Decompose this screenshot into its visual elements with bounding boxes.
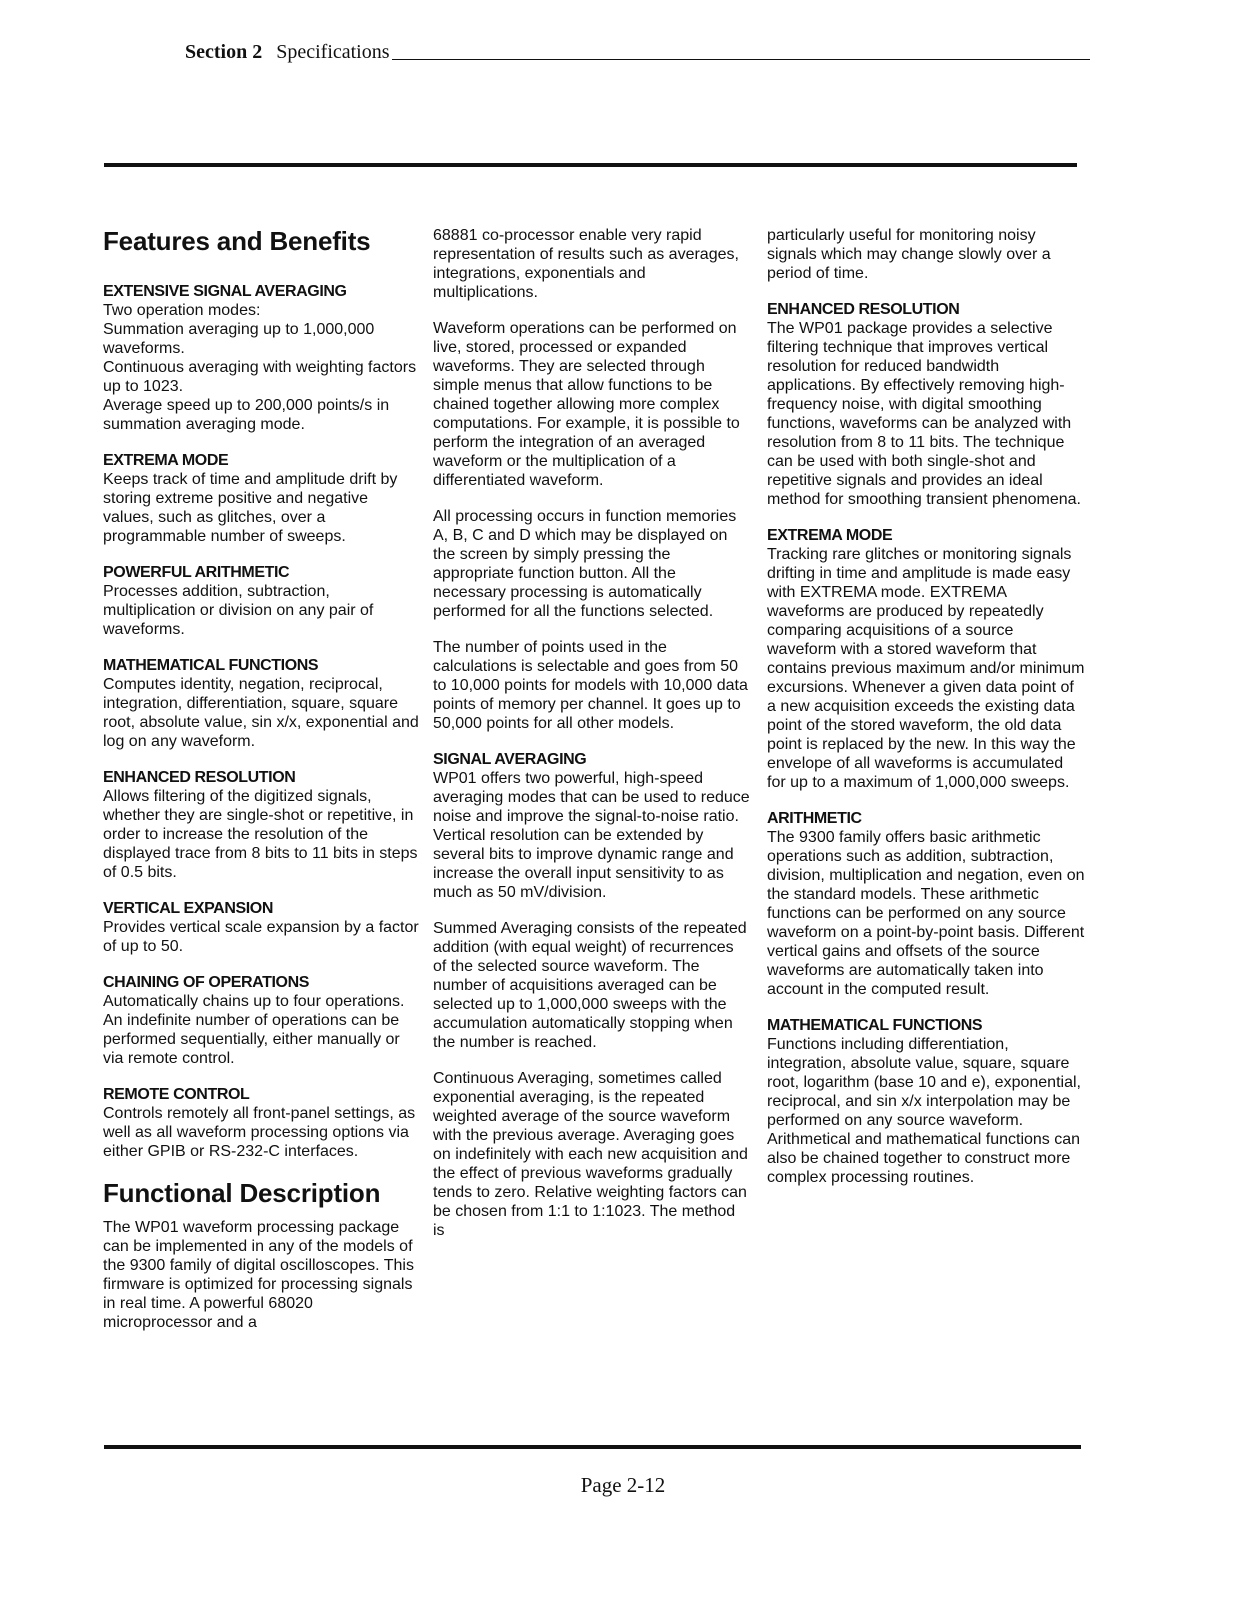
- body-paragraph: The 9300 family offers basic arithmetic operations such as addition, subtraction, division, multiplication and negation, even on the standard models. These arithmetic functions can be performed on any source waveform on a point-by-point basis. Different vertical gains and offsets of the source waveforms are automatically taken into account in the computed result.: [767, 829, 1085, 998]
- feature-signal-averaging: [103, 282, 421, 434]
- feature-line: Average speed up to 200,000 points/s in summation averaging mode.: [103, 397, 390, 433]
- feature-line: Two operation modes:: [103, 302, 261, 319]
- bottom-rule: [104, 1445, 1081, 1449]
- body-paragraph: particularly useful for monitoring noisy signals which may change slowly over a period of time.: [767, 227, 1051, 282]
- feature-text: Keeps track of time and amplitude drift by storing extreme positive and negative values, such as glitches, over a programmable number of sweeps.: [103, 471, 398, 545]
- subsection-title: SIGNAL AVERAGING: [433, 751, 587, 768]
- body-paragraph: All processing occurs in function memories A, B, C and D which may be displayed on the screen by simply pressing the appropriate function button. All the necessary processing is automatically performed for all the functions selected.: [433, 508, 737, 620]
- feature-title: EXTENSIVE SIGNAL AVERAGING: [103, 283, 347, 300]
- feature-title: CHAINING OF OPERATIONS: [103, 974, 310, 991]
- feature-text: Controls remotely all front-panel settings, as well as all waveform processing options via either GPIB or RS-232-C interfaces.: [103, 1105, 416, 1160]
- feature-text: Processes addition, subtraction, multiplication or division on any pair of waveforms.: [103, 583, 374, 638]
- body-paragraph: WP01 offers two powerful, high-speed averaging modes that can be used to reduce noise and improve the signal-to-noise ratio. Vertical resolution can be extended by several bits to improve dynamic range and increase the overall input sensitivity to as much as 50 mV/division.: [433, 770, 750, 901]
- subsection-title: MATHEMATICAL FUNCTIONS: [767, 1017, 983, 1034]
- feature-text: Provides vertical scale expansion by a factor of up to 50.: [103, 919, 419, 955]
- body-paragraph: Functions including differentiation, integration, absolute value, square, square root, logarithm (base 10 and e), exponential, reciprocal, and sin x/x interpolation may be performed on any source waveform. Arithmetical and mathematical functions can also be chained together to construct more complex processing routines.: [767, 1036, 1081, 1186]
- column-1: [103, 226, 421, 1332]
- feature-powerful-arithmetic: [103, 563, 421, 639]
- body-paragraph: Waveform operations can be performed on live, stored, processed or expanded waveforms. They are selected through simple menus that allow functions to be chained together allowing more complex computations. For example, it is possible to perform the integration of an averaged waveform or the multiplication of a differentiated waveform.: [433, 320, 740, 489]
- feature-title: POWERFUL ARITHMETIC: [103, 564, 290, 581]
- subsection-title: EXTREMA MODE: [767, 527, 893, 544]
- body-paragraph: 68881 co-processor enable very rapid representation of results such as averages, integrations, exponentials and multiplications.: [433, 227, 739, 301]
- body-paragraph: The number of points used in the calculations is selectable and goes from 50 to 10,000 points for models with 10,000 data points of memory per channel. It goes up to 50,000 points for all other models.: [433, 639, 748, 732]
- feature-title: VERTICAL EXPANSION: [103, 900, 274, 917]
- column-3: [767, 226, 1085, 1187]
- feature-text: Automatically chains up to four operations. An indefinite number of operations can be performed sequentially, either manually or via remote control.: [103, 993, 405, 1067]
- feature-title: EXTREMA MODE: [103, 452, 229, 469]
- header-underline: [392, 59, 1090, 60]
- body-paragraph: Tracking rare glitches or monitoring signals drifting in time and amplitude is made easy with EXTREMA mode. EXTREMA waveforms are produced by repeatedly comparing acquisitions of a source waveform with a stored waveform that contains previous maximum and/or minimum excursions. Whenever a given data point of a new acquisition exceeds the existing data point of the stored waveform, the old data point is replaced by the new. In this way the envelope of all waveforms is accumulated for up to a maximum of 1,000,000 sweeps.: [767, 546, 1085, 791]
- feature-enhanced-resolution: [103, 768, 421, 882]
- feature-line: Continuous averaging with weighting factors up to 1023.: [103, 359, 417, 395]
- feature-mathematical-functions: [103, 656, 421, 751]
- feature-title: REMOTE CONTROL: [103, 1086, 250, 1103]
- feature-text: Computes identity, negation, reciprocal, integration, differentiation, square, square root, absolute value, sin x/x, exponential and log on any waveform.: [103, 676, 419, 750]
- feature-title: ENHANCED RESOLUTION: [103, 769, 296, 786]
- column-2: [433, 226, 751, 1240]
- body-paragraph: The WP01 waveform processing package can be implemented in any of the models of the 9300 family of digital oscilloscopes. This firmware is optimized for processing signals in real time. A powerful 68020 microprocessor and a: [103, 1219, 414, 1331]
- header-title: Specifications: [276, 41, 390, 63]
- subsection-title: ENHANCED RESOLUTION: [767, 301, 960, 318]
- section-label: Section 2: [185, 41, 263, 63]
- subsection-title: ARITHMETIC: [767, 810, 862, 827]
- functional-description-heading: Functional Description: [103, 1178, 381, 1208]
- body-paragraph: The WP01 package provides a selective filtering technique that improves vertical resolution for reduced bandwidth applications. By effectively removing high-frequency noise, with digital smoothing functions, waveforms can be analyzed with resolution from 8 to 11 bits. The technique can be used with both single-shot and repetitive signals and provides an ideal method for smoothing transient phenomena.: [767, 320, 1081, 508]
- feature-line: Summation averaging up to 1,000,000 waveforms.: [103, 321, 375, 357]
- feature-extrema-mode: [103, 451, 421, 546]
- feature-vertical-expansion: [103, 899, 421, 956]
- feature-remote-control: [103, 1085, 421, 1161]
- features-heading: Features and Benefits: [103, 226, 371, 256]
- feature-chaining-of-operations: [103, 973, 421, 1068]
- body-paragraph: Continuous Averaging, sometimes called exponential averaging, is the repeated weighted average of the source waveform with the previous average. Averaging goes on indefinitely with each new acquisition and the effect of previous waveforms gradually tends to zero. Relative weighting factors can be chosen from 1:1 to 1:1023. The method is: [433, 1070, 748, 1239]
- running-header: [185, 38, 1090, 64]
- body-paragraph: Summed Averaging consists of the repeated addition (with equal weight) of recurrences of the selected source waveform. The number of acquisitions averaged can be selected up to 1,000,000 sweeps with the accumulation automatically stopping when the number is reached.: [433, 920, 747, 1051]
- feature-title: MATHEMATICAL FUNCTIONS: [103, 657, 319, 674]
- page-number: Page 2-12: [580, 1473, 666, 1497]
- feature-text: Allows filtering of the digitized signals, whether they are single-shot or repetitive, in order to increase the resolution of the displayed trace from 8 bits to 11 bits in steps of 0.5 bits.: [103, 788, 418, 881]
- top-rule: [104, 163, 1077, 167]
